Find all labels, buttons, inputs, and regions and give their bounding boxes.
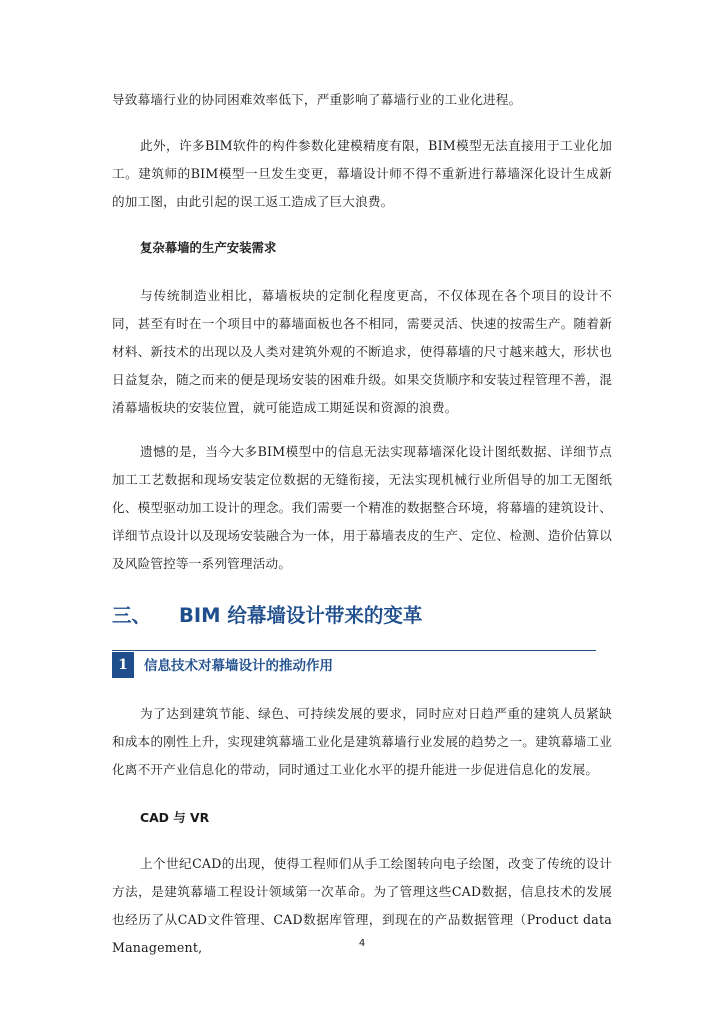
- subsection-title: 信息技术对幕墙设计的推动作用: [144, 658, 333, 674]
- section-title: [112, 600, 422, 628]
- subsection-rule: [112, 650, 596, 651]
- page-number: 4: [358, 938, 366, 949]
- heading-complex-installation: 复杂幕墙的生产安装需求: [140, 240, 277, 255]
- subsection-number-badge: 1: [112, 652, 134, 678]
- heading-cad-vr: CAD 与 VR: [140, 810, 210, 825]
- paragraph-custom-panels: 与传统制造业相比，幕墙板块的定制化程度更高，不仅体现在各个项目的设计不同，甚至有时在一个项目中的幕墙面板也各不相同，需要灵活、快速的按需生产。随着新材料、新技术的出现以及人类对建筑外观的不断追求，使得幕墙的尺寸越来越大，形状也日益复杂，随之而来的便是现场安装的困难升级。如果交货顺序和安装过程管理不善，混淆幕墙板块的安装位置，就可能造成工期延误和资源的浪费。: [112, 288, 612, 415]
- paragraph-bim-limits: 此外，许多BIM软件的构件参数化建模精度有限，BIM模型无法直接用于工业化加工。建筑师的BIM模型一旦发生变更，幕墙设计师不得不重新进行幕墙深化设计生成新的加工图，由此引起的误工返工造成了巨大浪费。: [112, 138, 612, 209]
- paragraph-cad-history: 上个世纪CAD的出现，使得工程师们从手工绘图转向电子绘图，改变了传统的设计方法，是建筑幕墙工程设计领域第一次革命。为了管理这些CAD数据，信息技术的发展也经历了从CAD文件管理、CAD数据库管理，到现在的产品数据管理（Product data Management,: [112, 856, 612, 955]
- subsection-header: [112, 650, 596, 680]
- paragraph-intro: 导致幕墙行业的协同困难效率低下，严重影响了幕墙行业的工业化进程。: [112, 92, 522, 107]
- section-number: 三、: [112, 604, 152, 627]
- section-title-text: BIM 给幕墙设计带来的变革: [179, 604, 423, 627]
- paragraph-data-integration: 遗憾的是，当今大多BIM模型中的信息无法实现幕墙深化设计图纸数据、详细节点加工工艺数据和现场安装定位数据的无缝衔接，无法实现机械行业所倡导的加工无图纸化、模型驱动加工设计的理念。我们需要一个精准的数据整合环境，将幕墙的建筑设计、详细节点设计以及现场安装融合为一体，用于幕墙表皮的生产、定位、检测、造价估算以及风险管控等一系列管理活动。: [112, 444, 612, 571]
- paragraph-industrialization: 为了达到建筑节能、绿色、可持续发展的要求，同时应对日趋严重的建筑人员紧缺和成本的刚性上升，实现建筑幕墙工业化是建筑幕墙行业发展的趋势之一。建筑幕墙工业化离不开产业信息化的带动，同时通过工业化水平的提升能进一步促进信息化的发展。: [112, 706, 612, 777]
